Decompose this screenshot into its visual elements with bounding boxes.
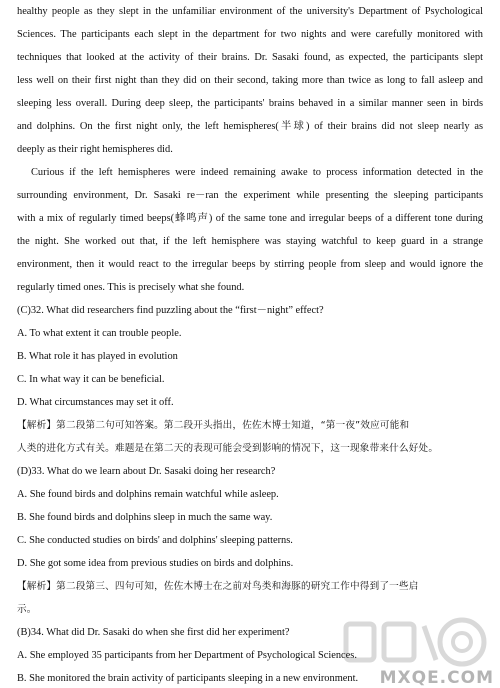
answer-option: C. She conducted studies on birds' and dolphins' sleeping patterns. bbox=[17, 535, 293, 546]
passage-line: surrounding environment, Dr. Sasaki re－ran the experiment while presenting the sleeping participants bbox=[17, 190, 483, 201]
question-stem: (B)34. What did Dr. Sasaki do when she first did her experiment? bbox=[17, 627, 290, 638]
analysis-text: 【解析】第二段第三、四句可知，佐佐木博士在之前对鸟类和海豚的研究工作中得到了一些启 bbox=[17, 581, 419, 592]
passage-line: deeply as their right hemispheres did. bbox=[17, 144, 173, 155]
answer-option: B. She monitored the brain activity of participants sleeping in a new environment. bbox=[17, 673, 359, 684]
passage-line: regularly timed ones. This is precisely what she found. bbox=[17, 282, 245, 293]
answer-option: B. What role it has played in evolution bbox=[17, 351, 178, 362]
question-stem: (C)32. What did researchers find puzzling about the “first－night” effect? bbox=[17, 305, 324, 316]
answer-option: A. She employed 35 participants from her Department of Psychological Sciences. bbox=[17, 650, 357, 661]
passage-line: less well on their first night than they did on their second, taking more than twice as long to fall asleep and bbox=[17, 75, 483, 86]
question-stem: (D)33. What do we learn about Dr. Sasaki doing her research? bbox=[17, 466, 276, 477]
watermark-text: MXQE.COM bbox=[379, 668, 494, 688]
passage-line: techniques that looked at the activity of their brains. Dr. Sasaki found, as expected, the participants slept bbox=[17, 52, 483, 63]
passage-line: environment, then it would react to the irregular beeps by stirring people from sleep and would ignore the bbox=[17, 259, 483, 270]
passage-line: healthy people as they slept in the unfamiliar environment of the university's Department of Psychological bbox=[17, 6, 483, 17]
passage-line: the night. She worked out that, if the left hemisphere was staying watchful to keep guard in a strange bbox=[17, 236, 483, 247]
answer-option: B. She found birds and dolphins sleep in much the same way. bbox=[17, 512, 273, 523]
passage-line: Sciences. The participants each slept in the department for two nights and were carefully monitored with bbox=[17, 29, 483, 40]
passage-line: sleeping less overall. During deep sleep, the participants' brains behaved in a similar manner seen in birds bbox=[17, 98, 483, 109]
answer-option: A. She found birds and dolphins remain watchful while asleep. bbox=[17, 489, 279, 500]
passage-line: and dolphins. On the first night only, the left hemispheres(半球) of their brains did not sleep nearly as bbox=[17, 121, 483, 132]
answer-option: A. To what extent it can trouble people. bbox=[17, 328, 182, 339]
analysis-text: 示。 bbox=[17, 604, 37, 615]
passage-line: with a mix of regularly timed beeps(蜂鸣声) of the same tone and irregular beeps of a different tone during bbox=[17, 213, 483, 224]
analysis-text: 【解析】第二段第二句可知答案。第二段开头指出，佐佐木博士知道，“第一夜”效应可能和 bbox=[17, 420, 410, 431]
answer-option: C. In what way it can be beneficial. bbox=[17, 374, 165, 385]
answer-option: D. She got some idea from previous studies on birds and dolphins. bbox=[17, 558, 294, 569]
passage-line: Curious if the left hemispheres were indeed remaining awake to process information detected in the bbox=[31, 167, 483, 178]
analysis-text: 人类的进化方式有关。难题是在第二天的表现可能会受到影响的情况下，这一现象带来什么好处。 bbox=[17, 443, 439, 454]
answer-option: D. What circumstances may set it off. bbox=[17, 397, 174, 408]
